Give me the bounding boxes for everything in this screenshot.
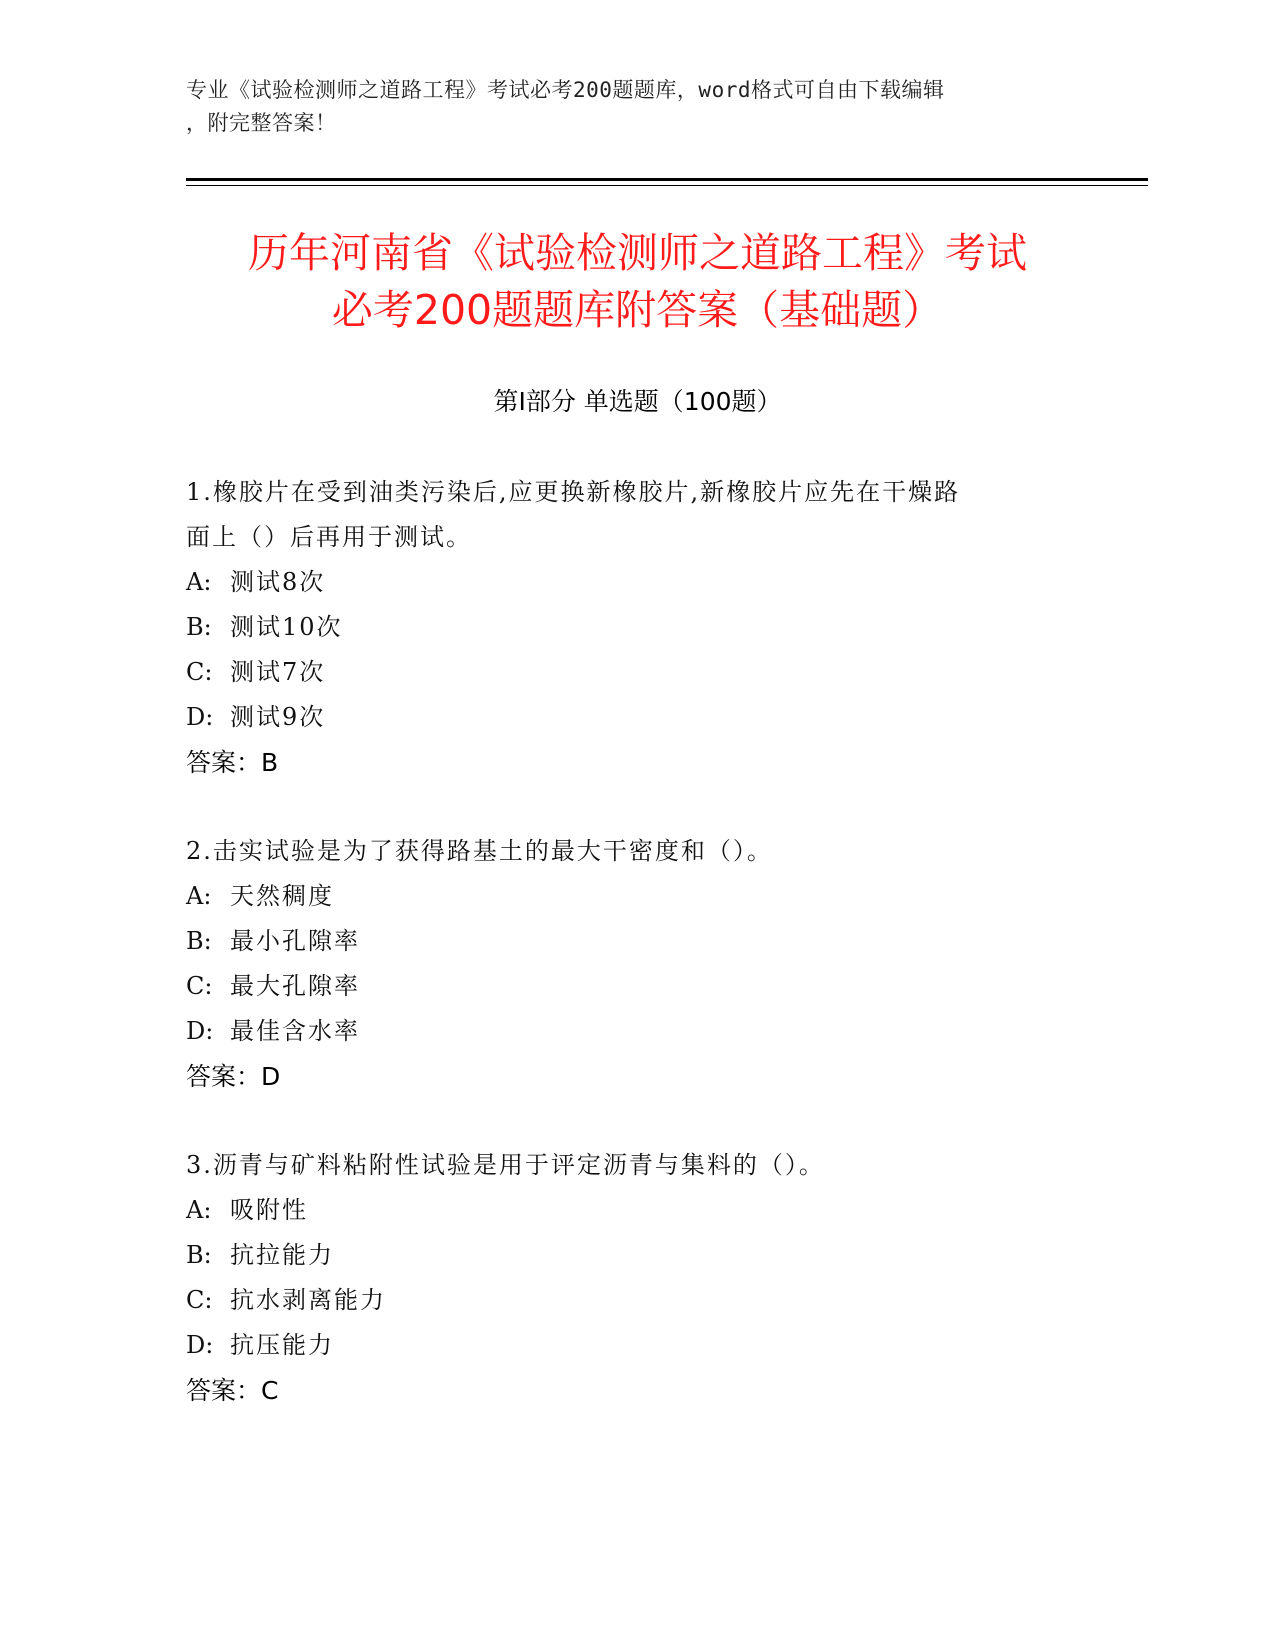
document-title-line-2: 必考200题题库附答案（基础题）	[331, 286, 944, 334]
option-a	[186, 1188, 1066, 1233]
question-1	[186, 470, 1066, 785]
option-key: A:	[186, 1196, 212, 1224]
option-d	[186, 1323, 1066, 1368]
question-stem: 3.沥青与矿料粘附性试验是用于评定沥青与集料的（）。	[186, 1151, 825, 1179]
option-b	[186, 919, 1066, 964]
section-title: 第Ⅰ部分 单选题（100题）	[493, 387, 782, 416]
option-c	[186, 650, 1066, 695]
answer: 答案：C	[186, 1376, 279, 1405]
option-text: 最佳含水率	[230, 1017, 360, 1045]
option-a	[186, 874, 1066, 919]
question-stem-continued: 面上（）后再用于测试。	[186, 523, 472, 551]
option-key: B:	[186, 927, 212, 955]
option-text: 抗水剥离能力	[230, 1286, 386, 1314]
question-stem: 2.击实试验是为了获得路基土的最大干密度和（）。	[186, 837, 773, 865]
option-b	[186, 1233, 1066, 1278]
answer: 答案：D	[186, 1062, 281, 1091]
option-text: 天然稠度	[230, 882, 334, 910]
option-a	[186, 560, 1066, 605]
option-text: 测试8次	[230, 568, 326, 596]
option-key: C:	[186, 658, 213, 686]
header-note-line-1: 专业《试验检测师之道路工程》考试必考200题题库，word格式可自由下载编辑	[186, 78, 945, 102]
option-c	[186, 964, 1066, 1009]
option-text: 测试10次	[230, 613, 343, 641]
option-b	[186, 605, 1066, 650]
option-d	[186, 1009, 1066, 1054]
question-list	[186, 470, 1066, 1457]
option-key: D:	[186, 703, 214, 731]
question-3	[186, 1143, 1066, 1413]
option-d	[186, 695, 1066, 740]
header-note-line-2: ，附完整答案！	[186, 111, 337, 135]
header-note	[186, 74, 1066, 140]
option-text: 抗压能力	[230, 1331, 334, 1359]
question-2	[186, 829, 1066, 1099]
document-title	[150, 225, 1125, 339]
option-key: A:	[186, 568, 212, 596]
answer: 答案：B	[186, 748, 279, 777]
option-key: C:	[186, 972, 213, 1000]
option-text: 最大孔隙率	[230, 972, 360, 1000]
header-divider-thick	[186, 178, 1148, 181]
option-text: 抗拉能力	[230, 1241, 334, 1269]
option-text: 测试9次	[230, 703, 326, 731]
option-text: 测试7次	[230, 658, 326, 686]
header-divider-thin	[186, 185, 1148, 186]
document-title-line-1: 历年河南省《试验检测师之道路工程》考试	[248, 229, 1027, 277]
option-key: A:	[186, 882, 212, 910]
option-key: C:	[186, 1286, 213, 1314]
option-key: B:	[186, 613, 212, 641]
option-text: 最小孔隙率	[230, 927, 360, 955]
option-text: 吸附性	[230, 1196, 308, 1224]
option-key: D:	[186, 1331, 214, 1359]
question-stem: 1.橡胶片在受到油类污染后,应更换新橡胶片,新橡胶片应先在干燥路	[186, 478, 961, 506]
option-key: B:	[186, 1241, 212, 1269]
option-c	[186, 1278, 1066, 1323]
option-key: D:	[186, 1017, 214, 1045]
